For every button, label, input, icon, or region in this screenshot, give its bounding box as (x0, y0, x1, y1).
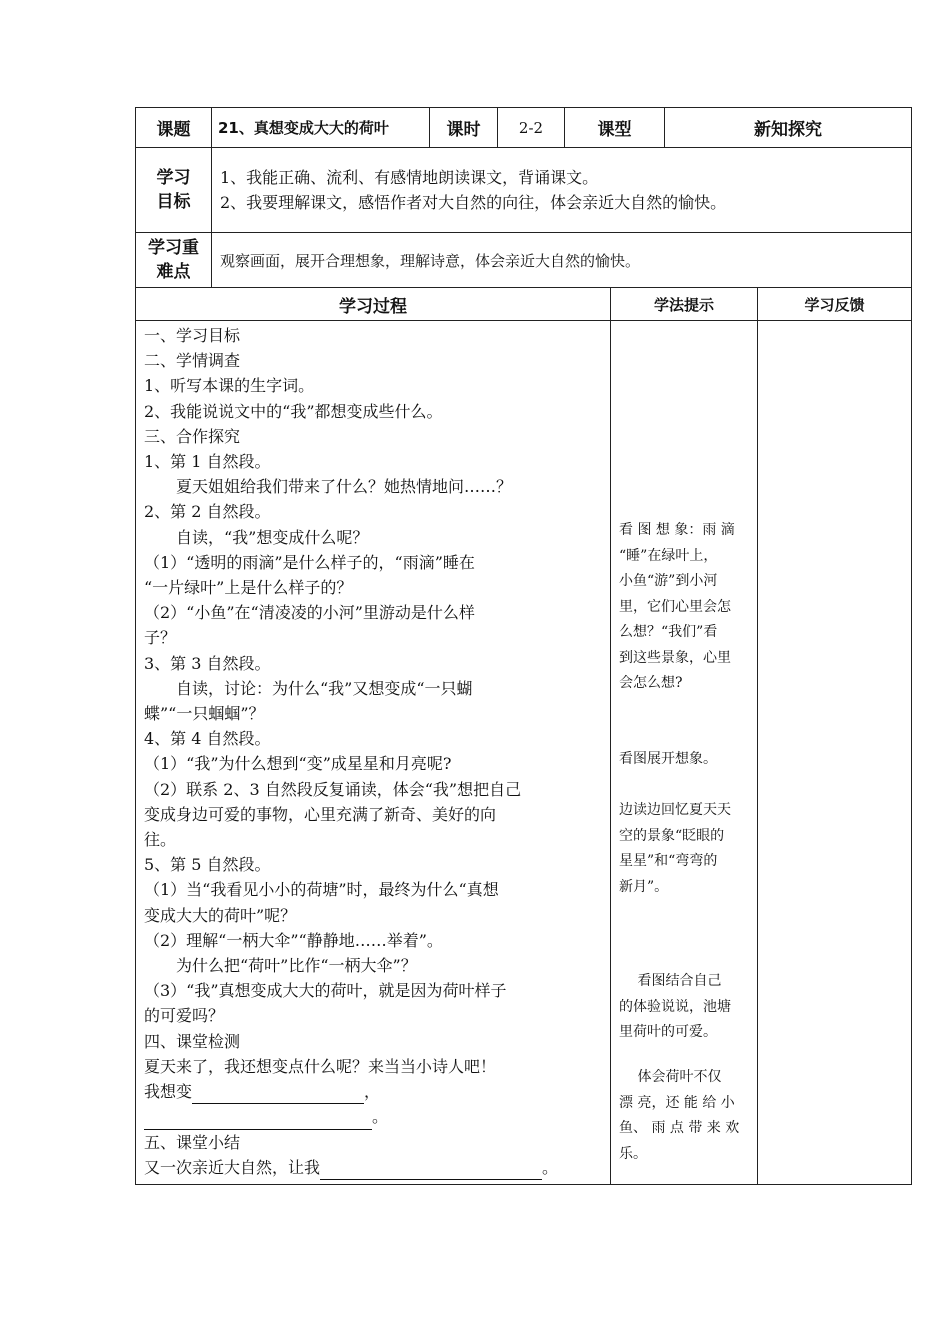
hint-line: 看 图 想 象：雨 滴 (619, 522, 735, 538)
fill-in-end: 。 (372, 1107, 389, 1127)
process-line: （1）“我”为什么想到“变”成星星和月亮呢? (144, 754, 452, 774)
process-line: （1）“透明的雨滴”是什么样子的，“雨滴”睡在 (144, 552, 475, 572)
goals-label (136, 148, 212, 233)
hint-line: 到这些景象，心里 (619, 649, 731, 666)
keypoints-label-line2: 难点 (156, 262, 191, 282)
process-table (135, 287, 912, 1185)
hint-line: 里，它们心里会怎 (619, 598, 731, 615)
process-line: “一片绿叶”上是什么样子的？ (144, 578, 353, 598)
topic-value: 21、真想变成大大的荷叶 (212, 108, 430, 148)
summary-end: 。 (542, 1157, 559, 1177)
hint-line: 里荷叶的可爱。 (619, 1024, 717, 1040)
hint-line: 的体验说说，池塘 (619, 998, 731, 1015)
hint-block-3 (619, 798, 754, 900)
process-line: 四、课堂检测 (144, 1031, 241, 1051)
hint-line: 体会荷叶不仅 (619, 1069, 722, 1085)
process-column-header: 学习过程 (136, 288, 611, 321)
hint-block-4 (619, 969, 754, 1046)
hint-line: 边读边回忆夏天天 (619, 802, 731, 818)
fill-in-line-3 (144, 1155, 604, 1180)
process-line: 的可爱吗？ (144, 1006, 225, 1026)
hint-block-2 (619, 747, 754, 773)
hints-content (611, 321, 758, 1185)
process-line: （2）联系 2、3 自然段反复诵读，体会“我”想把自己 (144, 779, 522, 799)
period-label: 课时 (430, 108, 498, 148)
process-line: 2、第 2 自然段。 (144, 502, 271, 522)
process-line: 4、第 4 自然段。 (144, 729, 271, 749)
answer-blank-1[interactable] (192, 1087, 364, 1104)
period-value: 2-2 (498, 108, 565, 148)
fill-in-line-1 (144, 1079, 604, 1104)
hint-line: 会怎么想? (619, 675, 683, 691)
goal-item-2: 2、我要理解课文，感悟作者对大自然的向往，体会亲近大自然的愉快。 (220, 193, 727, 212)
feedback-content[interactable] (758, 321, 912, 1185)
process-line: 变成身边可爱的事物，心里充满了新奇、美好的向 (144, 804, 497, 824)
process-line: 1、听写本课的生字词。 (144, 376, 315, 396)
lesson-plan-sheet (135, 107, 911, 1185)
hint-line: 小鱼“游”到小河 (619, 573, 718, 589)
process-line: 自读，讨论：为什么“我”又想变成“一只蝴 (176, 678, 473, 698)
process-line: （3）“我”真想变成大大的荷叶，就是因为荷叶样子 (144, 981, 507, 1001)
process-line: 夏天来了，我还想变点什么呢？来当当小诗人吧！ (144, 1056, 497, 1076)
process-line: 子？ (144, 628, 177, 648)
process-line: 一、学习目标 (144, 326, 241, 345)
hint-line: 星星”和“弯弯的 (619, 853, 718, 869)
type-value: 新知探究 (665, 108, 912, 148)
process-line: 3、第 3 自然段。 (144, 653, 271, 673)
fill-in-suffix: ， (364, 1082, 381, 1102)
process-line: （1）当“我看见小小的荷塘”时，最终为什么“真想 (144, 880, 499, 900)
goals-label-line2: 目标 (156, 192, 191, 212)
summary-prefix: 又一次亲近大自然，让我 (144, 1157, 321, 1177)
keypoints-label-line1: 学习重 (148, 238, 199, 258)
process-line: 夏天姐姐给我们带来了什么？她热情地问……？ (176, 477, 513, 497)
process-line: （2）理解“一柄大伞”“静静地……举着”。 (144, 930, 443, 950)
hint-line: 么想？“我们”看 (619, 624, 718, 640)
hint-line: 看图结合自己 (619, 973, 722, 989)
answer-blank-3[interactable] (320, 1163, 542, 1180)
process-line: 二、学情调查 (144, 351, 241, 371)
hint-line: 看图展开想象。 (619, 751, 717, 767)
process-line: 往。 (144, 830, 177, 850)
type-label: 课型 (565, 108, 665, 148)
process-line: 5、第 5 自然段。 (144, 855, 271, 875)
answer-blank-2[interactable] (144, 1113, 372, 1130)
process-line: 为什么把“荷叶”比作“一柄大伞”？ (176, 956, 417, 976)
process-line: （2）“小鱼”在“清凌凌的小河”里游动是什么样 (144, 603, 475, 623)
hint-block-5 (619, 1065, 754, 1167)
process-line: 自读，“我”想变成什么呢？ (176, 527, 369, 547)
hints-column-header: 学法提示 (611, 288, 758, 321)
feedback-column-header: 学习反馈 (758, 288, 912, 321)
process-content (136, 321, 611, 1185)
hint-line: 漂 亮，还 能 给 小 (619, 1094, 735, 1111)
process-line: 变成大大的荷叶”呢？ (144, 905, 297, 925)
process-line: 1、第 1 自然段。 (144, 452, 271, 472)
process-line: 三、合作探究 (144, 426, 241, 446)
keypoints-text: 观察画面，展开合理想象，理解诗意，体会亲近大自然的愉快。 (212, 233, 912, 288)
hint-line: 鱼、 雨 点 带 来 欢 (619, 1120, 740, 1136)
process-line: 2、我能说说文中的“我”都想变成些什么。 (144, 401, 443, 421)
keypoints-label (136, 233, 212, 288)
process-line: 蝶”“一只蝈蝈”？ (144, 704, 265, 724)
fill-in-line-2 (144, 1104, 604, 1129)
hint-block-1 (619, 518, 754, 697)
goals-content (212, 148, 912, 233)
fill-in-prefix: 我想变 (144, 1082, 193, 1102)
topic-label: 课题 (136, 108, 212, 148)
hint-line: 空的景象“眨眼的 (619, 827, 725, 844)
header-table (135, 107, 912, 148)
hint-line: 新月”。 (619, 878, 669, 895)
goals-label-line1: 学习 (156, 168, 191, 188)
process-line: 五、课堂小结 (144, 1132, 241, 1152)
hint-line: 乐。 (619, 1145, 647, 1162)
goal-item-1: 1、我能正确、流利、有感情地朗读课文，背诵课文。 (220, 168, 599, 187)
goals-table (135, 147, 912, 288)
hint-line: “睡”在绿叶上， (619, 547, 718, 564)
